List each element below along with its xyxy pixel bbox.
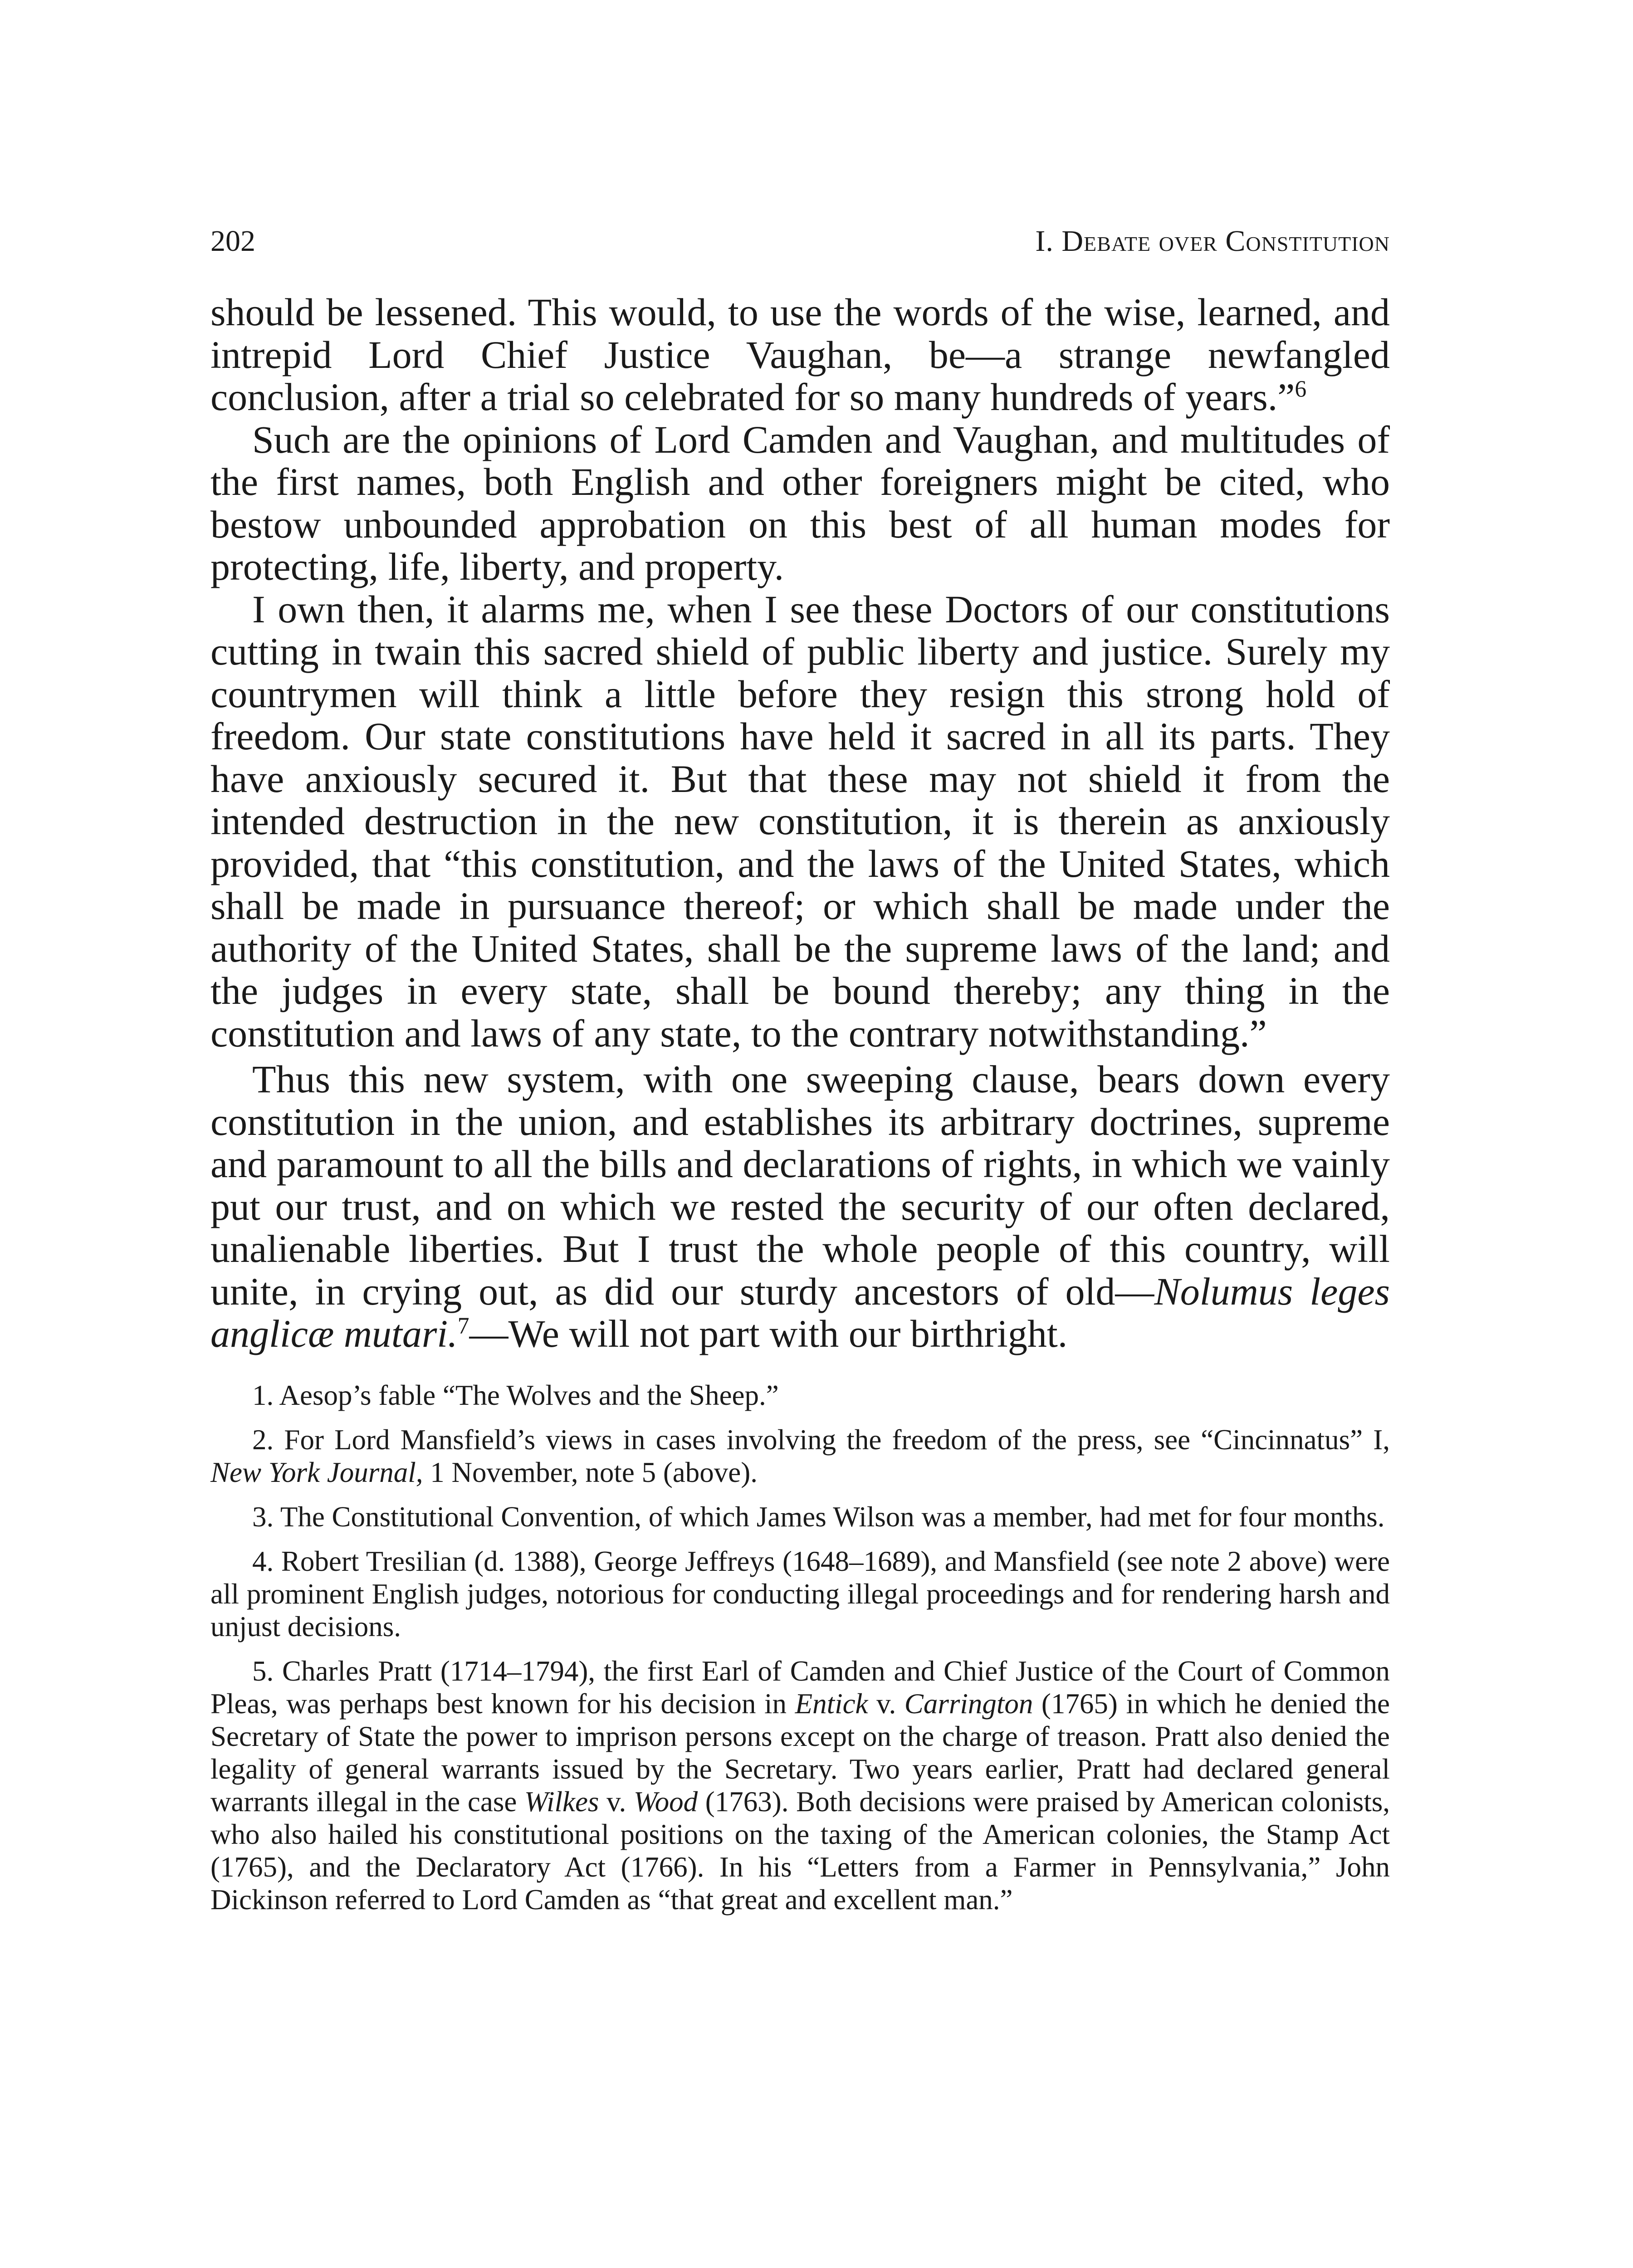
footnote-5-text-b: v. bbox=[868, 1687, 905, 1720]
latin-quote: Nolumus leges anglicæ mutari. bbox=[210, 1269, 1390, 1355]
paragraph-4-text-b: —We will not part with our birthright. bbox=[469, 1312, 1068, 1355]
case-carrington: Carrington bbox=[904, 1687, 1033, 1720]
paragraph-1 bbox=[210, 291, 1390, 419]
paragraph-1-text: should be lessened. This would, to use the words of the wise, learned, and intrepid Lord Chief Justice Vaughan, be—a strange newfangled conclusion, after a trial so celebrated for so many hundreds of years.” bbox=[210, 290, 1390, 419]
footnote-5-text-d: v. bbox=[599, 1785, 634, 1818]
note-ref-7: 7 bbox=[457, 1313, 469, 1339]
paragraph-4 bbox=[210, 1058, 1390, 1355]
body-text bbox=[210, 291, 1390, 1355]
case-wilkes: Wilkes bbox=[524, 1785, 599, 1818]
paragraph-3: I own then, it alarms me, when I see these Doctors of our constitutions cutting in twain this sacred shield of public liberty and justice. Surely my countrymen will think a little before they resign this strong hold of freedom. Our state constitutions have held it sacred in all its parts. They have anxiously secured it. But that these may not shield it from the intended destruction in the new constitution, it is therein as anxiously provided, that “this constitution, and the laws of the United States, which shall be made in pursuance thereof; or which shall be made under the authority of the United States, shall be the supreme laws of the land; and the judges in every state, shall be bound thereby; any thing in the constitution and laws of any state, to the contrary notwithstanding.” bbox=[210, 587, 1390, 1055]
note-ref-6: 6 bbox=[1295, 376, 1307, 402]
footnote-3: 3. The Constitutional Convention, of which James Wilson was a member, had met for four months. bbox=[252, 1501, 1385, 1533]
footnote-2-text-b: 1 November, note 5 (above). bbox=[423, 1456, 758, 1488]
footnote-2-journal: New York Journal, bbox=[210, 1456, 423, 1488]
footnote-2 bbox=[210, 1423, 1390, 1489]
footnote-4: 4. Robert Tresilian (d. 1388), George Jeffreys (1648–1689), and Mansfield (see note 2 above) were all prominent English judges, notorious for conducting illegal proceedings and for rendering harsh and unjust decisions. bbox=[210, 1545, 1390, 1642]
footnote-2-text-a: 2. For Lord Mansfield’s views in cases involving the freedom of the press, see “Cincinnatus” I, bbox=[252, 1423, 1390, 1456]
case-wood: Wood bbox=[633, 1785, 698, 1818]
page-number: 202 bbox=[210, 225, 255, 258]
footnote-5-text-e: (1763). Both decisions were praised by American colonists, who also hailed his constitutional positions on the taxing of the American colonies, the Stamp Act (1765), and the Declaratory Act (1766). In his “Letters from a Farmer in Pennsylvania,” John Dickinson referred to Lord Camden as “that great and excellent man.” bbox=[210, 1785, 1390, 1916]
footnote-5-text-a: 5. Charles Pratt (1714–1794), the first Earl of Camden and Chief Justice of the Court of Common Pleas, was perhaps best known for his decision in bbox=[210, 1655, 1390, 1720]
footnote-5-text-c: (1765) in which he denied the Secretary of State the power to imprison persons except on the charge of treason. Pratt also denied the legality of general warrants issued by the Secretary. Two years earlier, Pratt had declared general warrants illegal in the case bbox=[210, 1687, 1390, 1818]
footnote-1: 1. Aesop’s fable “The Wolves and the Sheep.” bbox=[252, 1379, 779, 1411]
case-entick: Entick bbox=[795, 1687, 868, 1720]
running-head bbox=[210, 223, 1390, 259]
document-page bbox=[210, 223, 1390, 1928]
footnotes bbox=[210, 1379, 1390, 1916]
paragraph-2: Such are the opinions of Lord Camden and Vaughan, and multitudes of the first names, both English and other foreigners might be cited, who bestow unbounded approbation on this best of all human modes for protecting, life, liberty, and property. bbox=[210, 417, 1390, 588]
footnote-5 bbox=[210, 1655, 1390, 1916]
paragraph-4-text-a: Thus this new system, with one sweeping clause, bears down every constitution in the union, and establishes its arbitrary doctrines, supreme and paramount to all the bills and declarations of rights, in which we vainly put our trust, and on which we rested the security of our often declared, unalienable liberties. But I trust the whole people of this country, will unite, in crying out, as did our sturdy ancestors of old— bbox=[210, 1057, 1390, 1313]
running-title: I. Debate over Constitution bbox=[1035, 225, 1390, 258]
